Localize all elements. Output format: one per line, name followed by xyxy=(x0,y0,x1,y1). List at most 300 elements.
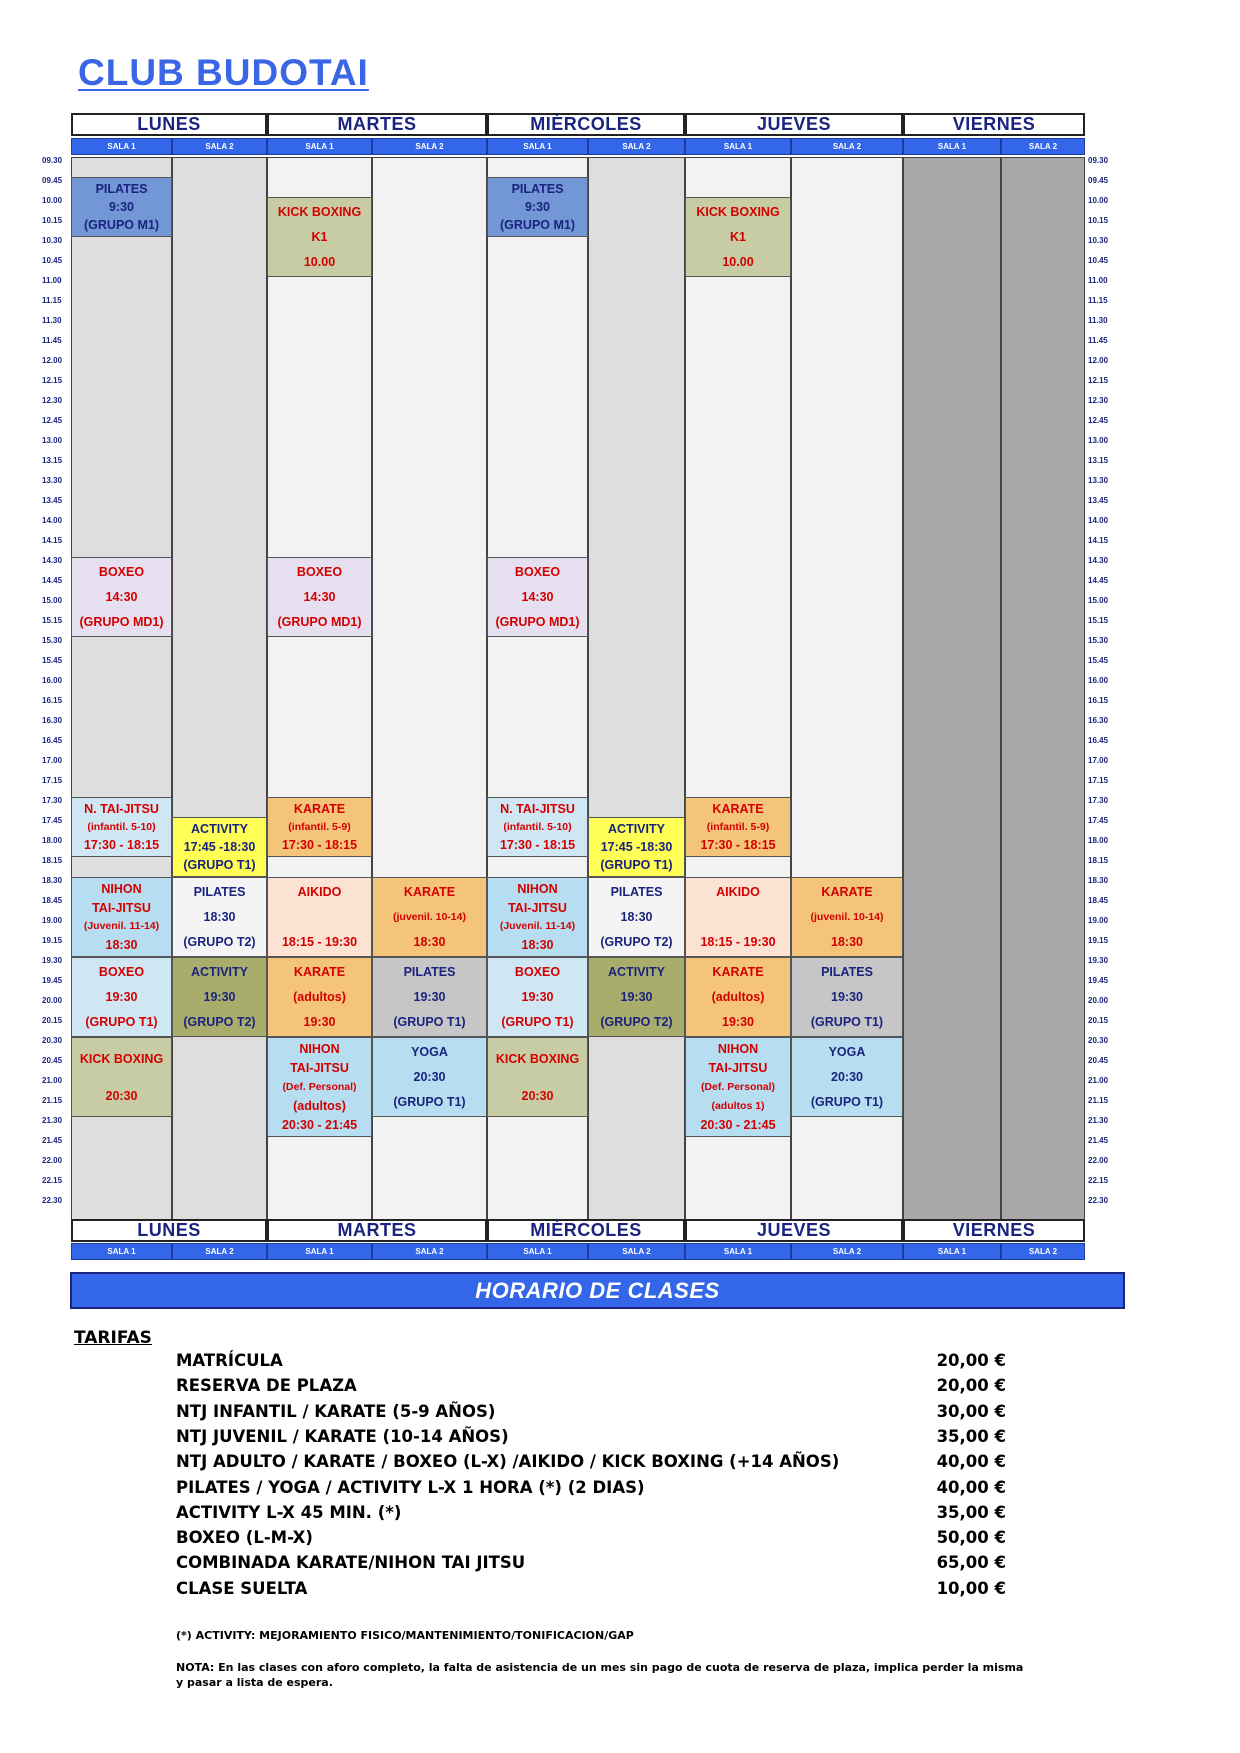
room-header-bottom: SALA 1 xyxy=(903,1243,1001,1260)
time-label-right: 12.45 xyxy=(1088,416,1109,425)
class-line: TAI-JITSU xyxy=(708,1061,768,1076)
class-line: AIKIDO xyxy=(297,885,342,900)
time-label-right: 14.00 xyxy=(1088,516,1109,525)
class-line: (Def. Personal) xyxy=(282,1080,357,1093)
class-block xyxy=(172,957,267,1037)
class-line: (GRUPO T2) xyxy=(600,934,673,949)
time-label-left: 17.00 xyxy=(42,756,63,765)
time-label-left: 14.45 xyxy=(42,576,63,585)
time-label-right: 11.00 xyxy=(1088,276,1108,285)
time-label-right: 12.15 xyxy=(1088,376,1109,385)
class-line: (juvenil. 10-14) xyxy=(393,910,466,923)
time-label-right: 16.15 xyxy=(1088,696,1109,705)
class-line: 19:30 xyxy=(303,1014,336,1029)
day-header-top: MIÉRCOLES xyxy=(487,113,685,136)
class-block xyxy=(71,1037,172,1117)
time-label-right: 18.30 xyxy=(1088,876,1109,885)
time-label-right: 18.45 xyxy=(1088,896,1109,905)
class-block xyxy=(372,1037,487,1117)
time-label-left: 16.00 xyxy=(42,676,63,685)
time-label-right: 13.15 xyxy=(1088,456,1109,465)
class-line: NIHON xyxy=(101,882,142,897)
room-header-bottom: SALA 1 xyxy=(267,1243,372,1260)
room-column xyxy=(1001,157,1085,1227)
tarifa-row xyxy=(176,1427,1006,1451)
time-label-right: 15.30 xyxy=(1088,636,1109,645)
class-line: (Juvenil. 11-14) xyxy=(499,920,576,933)
class-block xyxy=(685,877,791,957)
class-line: (GRUPO T2) xyxy=(183,1014,256,1029)
time-label-right: 22.30 xyxy=(1088,1196,1109,1205)
tarifa-row xyxy=(176,1553,1006,1577)
class-line: (juvenil. 10-14) xyxy=(810,910,884,923)
class-line: (GRUPO T1) xyxy=(600,858,673,872)
time-label-right: 21.45 xyxy=(1088,1136,1109,1145)
class-line: 9:30 xyxy=(524,200,551,214)
class-line xyxy=(736,910,739,924)
time-label-right: 19.15 xyxy=(1088,936,1109,945)
class-line: 20:30 - 21:45 xyxy=(281,1117,358,1132)
time-label-left: 19.30 xyxy=(42,956,63,965)
time-label-left: 13.00 xyxy=(42,436,63,445)
class-line: TAI-JITSU xyxy=(508,900,567,915)
time-label-right: 16.45 xyxy=(1088,736,1109,745)
class-line: 10.00 xyxy=(303,254,336,269)
time-label-left: 18.00 xyxy=(42,836,63,845)
class-block xyxy=(487,877,588,957)
time-label-right: 10.15 xyxy=(1088,216,1109,225)
tarifa-row xyxy=(176,1528,1006,1552)
class-line: (GRUPO T1) xyxy=(810,1094,884,1109)
time-label-right: 22.00 xyxy=(1088,1156,1109,1165)
time-label-right: 17.15 xyxy=(1088,776,1109,785)
class-block xyxy=(791,957,903,1037)
tarifa-price: 20,00 € xyxy=(936,1376,1006,1396)
class-line: AIKIDO xyxy=(716,885,760,900)
room-column xyxy=(903,157,1001,1227)
class-line: 10.00 xyxy=(722,254,754,269)
class-line: 20:30 xyxy=(521,1088,554,1103)
time-label-right: 21.15 xyxy=(1088,1096,1109,1105)
schedule-banner xyxy=(70,1272,1125,1309)
room-header-bottom: SALA 2 xyxy=(588,1243,685,1260)
time-label-right: 18.15 xyxy=(1088,856,1109,865)
class-line: 18:30 xyxy=(521,937,554,952)
room-header-bottom: SALA 2 xyxy=(791,1243,903,1260)
room-header-top: SALA 1 xyxy=(685,138,791,155)
class-line: 20:30 xyxy=(413,1069,446,1084)
time-label-left: 16.30 xyxy=(42,716,63,725)
time-label-right: 10.45 xyxy=(1088,256,1109,265)
class-block xyxy=(267,877,372,957)
class-line: 18:30 xyxy=(105,937,138,952)
tarifas-heading: TARIFAS xyxy=(74,1328,152,1348)
tarifa-price: 30,00 € xyxy=(936,1401,1006,1421)
time-label-right: 14.15 xyxy=(1088,536,1109,545)
tarifa-price: 65,00 € xyxy=(936,1553,1006,1573)
time-label-right: 15.00 xyxy=(1088,596,1109,605)
time-label-left: 19.45 xyxy=(42,976,63,985)
class-block xyxy=(267,957,372,1037)
class-line: NIHON xyxy=(517,882,558,897)
class-line: TAI-JITSU xyxy=(92,900,151,915)
time-label-left: 17.15 xyxy=(42,776,63,785)
class-line: KICK BOXING xyxy=(495,1051,580,1066)
tarifa-label: ACTIVITY L-X 45 MIN. (*) xyxy=(176,1502,402,1522)
time-label-left: 13.45 xyxy=(42,496,63,505)
class-line: 17:45 -18:30 xyxy=(183,840,256,854)
class-block xyxy=(71,877,172,957)
time-label-left: 20.30 xyxy=(42,1036,63,1045)
class-line: BOXEO xyxy=(514,565,561,580)
class-line: PILATES xyxy=(511,182,564,196)
time-label-right: 14.30 xyxy=(1088,556,1109,565)
time-label-left: 09.45 xyxy=(42,176,63,185)
class-line: (GRUPO T1) xyxy=(393,1014,466,1029)
room-header-top: SALA 2 xyxy=(1001,138,1085,155)
class-line: PILATES xyxy=(403,965,456,980)
time-label-left: 13.15 xyxy=(42,456,63,465)
class-block xyxy=(487,957,588,1037)
class-line: PILATES xyxy=(193,885,246,900)
class-block xyxy=(588,957,685,1037)
time-label-left: 22.00 xyxy=(42,1156,63,1165)
time-label-left: 11.15 xyxy=(42,296,62,305)
room-header-top: SALA 2 xyxy=(791,138,903,155)
tarifa-label: NTJ ADULTO / KARATE / BOXEO (L-X) /AIKIDO / KICK BOXING (+14 AÑOS) xyxy=(176,1452,840,1472)
class-block xyxy=(487,797,588,857)
class-block xyxy=(685,1037,791,1137)
class-line: 14:30 xyxy=(521,589,554,604)
room-header-top: SALA 2 xyxy=(172,138,267,155)
class-block xyxy=(71,797,172,857)
time-label-left: 14.00 xyxy=(42,516,63,525)
class-line: 20:30 xyxy=(105,1088,138,1103)
tarifa-label: PILATES / YOGA / ACTIVITY L-X 1 HORA (*) (2 DIAS) xyxy=(176,1477,645,1497)
time-label-left: 16.15 xyxy=(42,696,63,705)
class-block xyxy=(487,557,588,637)
tarifa-price: 40,00 € xyxy=(936,1452,1006,1472)
room-header-bottom: SALA 1 xyxy=(71,1243,172,1260)
class-line: (adultos) xyxy=(711,989,765,1004)
class-line: 19:30 xyxy=(203,989,236,1004)
time-label-left: 20.15 xyxy=(42,1016,63,1025)
tarifa-row xyxy=(176,1503,1006,1527)
class-block xyxy=(372,957,487,1037)
time-label-left: 19.00 xyxy=(42,916,63,925)
time-label-right: 20.45 xyxy=(1088,1056,1109,1065)
class-line: ACTIVITY xyxy=(191,822,248,836)
time-label-left: 11.45 xyxy=(42,336,62,345)
room-header-top: SALA 1 xyxy=(487,138,588,155)
time-label-right: 10.30 xyxy=(1088,236,1109,245)
time-label-left: 21.30 xyxy=(42,1116,63,1125)
class-line: (Juvenil. 11-14) xyxy=(83,920,160,933)
class-line: 18:30 xyxy=(620,909,653,924)
class-block xyxy=(588,877,685,957)
tarifa-label: NTJ JUVENIL / KARATE (10-14 AÑOS) xyxy=(176,1426,509,1446)
time-label-right: 11.15 xyxy=(1088,296,1108,305)
time-label-left: 13.30 xyxy=(42,476,63,485)
class-line: (infantil. 5-9) xyxy=(288,821,351,833)
time-label-left: 22.15 xyxy=(42,1176,63,1185)
time-label-right: 11.30 xyxy=(1088,316,1108,325)
time-label-right: 12.30 xyxy=(1088,396,1109,405)
class-line: N. TAI-JITSU xyxy=(84,802,159,816)
time-label-right: 19.45 xyxy=(1088,976,1109,985)
class-line: (GRUPO M1) xyxy=(84,218,159,232)
tarifa-price: 50,00 € xyxy=(936,1528,1006,1548)
tarifa-row xyxy=(176,1376,1006,1400)
class-line: (infantil. 5-10) xyxy=(87,821,156,833)
class-line: YOGA xyxy=(411,1045,448,1060)
class-line: ACTIVITY xyxy=(608,965,665,980)
class-line: BOXEO xyxy=(98,965,145,980)
class-line: 20:30 xyxy=(831,1069,863,1084)
class-line: TAI-JITSU xyxy=(290,1061,349,1076)
class-line: 9:30 xyxy=(108,200,135,214)
class-line: 14:30 xyxy=(105,589,138,604)
tarifa-price: 20,00 € xyxy=(936,1351,1006,1370)
time-label-left: 21.45 xyxy=(42,1136,63,1145)
class-line: (GRUPO T2) xyxy=(600,1014,673,1029)
note-line-2: y pasar a lista de espera. xyxy=(176,1676,333,1689)
time-label-right: 17.30 xyxy=(1088,796,1109,805)
tarifa-price: 40,00 € xyxy=(936,1477,1006,1497)
time-label-left: 15.45 xyxy=(42,656,63,665)
class-line: 18:30 xyxy=(831,934,863,949)
class-block xyxy=(267,1037,372,1137)
time-label-left: 15.15 xyxy=(42,616,63,625)
class-block xyxy=(685,957,791,1037)
time-label-left: 17.30 xyxy=(42,796,63,805)
class-line: KARATE xyxy=(293,802,346,816)
class-line: 19:30 xyxy=(105,989,138,1004)
time-label-right: 15.15 xyxy=(1088,616,1109,625)
day-header-top: JUEVES xyxy=(685,113,903,136)
class-line: (infantil. 5-9) xyxy=(706,821,770,833)
room-header-bottom: SALA 2 xyxy=(172,1243,267,1260)
page-title: CLUB BUDOTAI xyxy=(78,52,369,93)
time-label-left: 20.00 xyxy=(42,996,63,1005)
tarifa-label: RESERVA DE PLAZA xyxy=(176,1376,357,1396)
class-line: N. TAI-JITSU xyxy=(500,802,575,816)
class-block xyxy=(487,1037,588,1117)
time-label-right: 19.30 xyxy=(1088,956,1109,965)
class-block xyxy=(71,957,172,1037)
class-line: 20:30 - 21:45 xyxy=(700,1117,776,1132)
tarifa-label: BOXEO (L-M-X) xyxy=(176,1528,313,1548)
time-label-left: 21.00 xyxy=(42,1076,63,1085)
time-label-right: 20.30 xyxy=(1088,1036,1109,1045)
tarifa-row xyxy=(176,1351,1006,1375)
class-line: ACTIVITY xyxy=(608,822,665,836)
class-line: BOXEO xyxy=(514,965,561,980)
time-label-left: 09.30 xyxy=(42,156,63,165)
time-label-left: 19.15 xyxy=(42,936,63,945)
time-label-left: 20.45 xyxy=(42,1056,63,1065)
time-label-right: 17.00 xyxy=(1088,756,1109,765)
class-line: (adultos) xyxy=(293,989,346,1004)
tarifa-row xyxy=(176,1402,1006,1426)
class-line: KICK BOXING xyxy=(696,205,780,220)
time-label-right: 21.30 xyxy=(1088,1116,1109,1125)
time-label-right: 18.00 xyxy=(1088,836,1109,845)
class-line: 18:30 xyxy=(413,934,446,949)
time-label-left: 11.30 xyxy=(42,316,62,325)
class-block xyxy=(487,177,588,237)
class-line: 17:30 - 18:15 xyxy=(83,838,160,852)
room-header-bottom: SALA 1 xyxy=(487,1243,588,1260)
time-label-right: 09.30 xyxy=(1088,156,1109,165)
class-line: (GRUPO T1) xyxy=(183,858,256,872)
class-line: (GRUPO MD1) xyxy=(79,614,164,629)
class-block xyxy=(791,877,903,957)
class-line: ACTIVITY xyxy=(191,965,248,980)
class-line: KARATE xyxy=(403,885,456,900)
tarifa-label: MATRÍCULA xyxy=(176,1351,283,1370)
time-label-left: 15.30 xyxy=(42,636,63,645)
class-line: 17:30 - 18:15 xyxy=(700,838,776,852)
class-line: 17:45 -18:30 xyxy=(600,840,673,854)
class-line: BOXEO xyxy=(98,565,145,580)
class-line: (adultos) xyxy=(293,1098,346,1113)
time-label-right: 13.00 xyxy=(1088,436,1109,445)
tarifa-row xyxy=(176,1478,1006,1502)
class-block xyxy=(372,877,487,957)
class-line: 17:30 - 18:15 xyxy=(499,838,576,852)
class-line: (Def. Personal) xyxy=(700,1080,776,1093)
class-block xyxy=(71,177,172,237)
time-label-right: 16.30 xyxy=(1088,716,1109,725)
activity-footnote: (*) ACTIVITY: MEJORAMIENTO FISICO/MANTENIMIENTO/TONIFICACION/GAP xyxy=(176,1629,634,1642)
class-block xyxy=(71,557,172,637)
time-label-right: 22.15 xyxy=(1088,1176,1109,1185)
class-line: K1 xyxy=(730,229,746,244)
day-header-top: VIERNES xyxy=(903,113,1085,136)
class-line: 17:30 - 18:15 xyxy=(281,838,358,852)
class-block xyxy=(267,197,372,277)
class-line: 19:30 xyxy=(413,989,446,1004)
class-line: (infantil. 5-10) xyxy=(503,821,572,833)
room-header-top: SALA 1 xyxy=(267,138,372,155)
room-header-top: SALA 1 xyxy=(71,138,172,155)
class-line: (adultos 1) xyxy=(711,1099,765,1112)
class-line: KICK BOXING xyxy=(277,205,362,220)
class-line: (GRUPO MD1) xyxy=(495,614,580,629)
class-line: PILATES xyxy=(610,885,663,900)
time-label-right: 20.00 xyxy=(1088,996,1109,1005)
room-header-bottom: SALA 2 xyxy=(1001,1243,1085,1260)
class-line: 19:30 xyxy=(521,989,554,1004)
time-label-left: 12.15 xyxy=(42,376,63,385)
class-line: KARATE xyxy=(712,965,764,980)
class-line xyxy=(318,910,321,924)
time-label-right: 17.45 xyxy=(1088,816,1109,825)
tarifa-price: 35,00 € xyxy=(936,1502,1006,1522)
time-label-left: 12.30 xyxy=(42,396,63,405)
class-line: 18:15 - 19:30 xyxy=(700,934,776,949)
class-block xyxy=(267,557,372,637)
time-label-left: 22.30 xyxy=(42,1196,63,1205)
class-line: 14:30 xyxy=(303,589,336,604)
tarifa-price: 35,00 € xyxy=(936,1426,1006,1446)
time-label-left: 17.45 xyxy=(42,816,63,825)
time-label-right: 10.00 xyxy=(1088,196,1109,205)
time-label-left: 18.15 xyxy=(42,856,63,865)
tarifa-row xyxy=(176,1452,1006,1476)
class-line: PILATES xyxy=(95,182,148,196)
banner-title: HORARIO DE CLASES xyxy=(475,1277,720,1303)
class-line: KARATE xyxy=(293,965,346,980)
time-label-right: 13.30 xyxy=(1088,476,1109,485)
room-header-top: SALA 2 xyxy=(588,138,685,155)
class-line: 19:30 xyxy=(831,989,863,1004)
time-label-left: 10.15 xyxy=(42,216,63,225)
room-header-bottom: SALA 1 xyxy=(685,1243,791,1260)
time-label-left: 10.30 xyxy=(42,236,63,245)
time-label-left: 12.45 xyxy=(42,416,63,425)
time-label-right: 16.00 xyxy=(1088,676,1109,685)
class-line: (GRUPO T1) xyxy=(85,1014,158,1029)
tarifa-price: 10,00 € xyxy=(936,1578,1006,1598)
class-block xyxy=(172,817,267,877)
class-line: 19:30 xyxy=(722,1014,754,1029)
time-label-left: 11.00 xyxy=(42,276,62,285)
class-line: (GRUPO MD1) xyxy=(277,614,362,629)
class-line: (GRUPO T2) xyxy=(183,934,256,949)
time-label-right: 15.45 xyxy=(1088,656,1109,665)
class-block xyxy=(267,797,372,857)
class-line: NIHON xyxy=(299,1042,340,1057)
class-line: KARATE xyxy=(712,802,764,816)
class-line: YOGA xyxy=(828,1045,866,1060)
time-label-left: 12.00 xyxy=(42,356,63,365)
tarifa-row xyxy=(176,1579,1006,1603)
time-label-left: 18.45 xyxy=(42,896,63,905)
class-line: BOXEO xyxy=(296,565,343,580)
class-line: KICK BOXING xyxy=(79,1051,164,1066)
class-block xyxy=(588,817,685,877)
time-label-right: 14.45 xyxy=(1088,576,1109,585)
room-column xyxy=(172,157,267,1227)
time-label-left: 10.45 xyxy=(42,256,63,265)
class-line: (GRUPO M1) xyxy=(500,218,575,232)
day-header-top: MARTES xyxy=(267,113,487,136)
class-line: K1 xyxy=(311,229,328,244)
room-header-top: SALA 1 xyxy=(903,138,1001,155)
class-line: NIHON xyxy=(717,1042,759,1057)
class-line: 18:30 xyxy=(203,909,236,924)
day-header-bottom: LUNES xyxy=(71,1219,267,1242)
class-block xyxy=(685,197,791,277)
class-line: (GRUPO T1) xyxy=(501,1014,574,1029)
class-line: 19:30 xyxy=(620,989,653,1004)
time-label-right: 09.45 xyxy=(1088,176,1109,185)
tarifa-label: COMBINADA KARATE/NIHON TAI JITSU xyxy=(176,1553,526,1573)
time-label-right: 20.15 xyxy=(1088,1016,1109,1025)
time-label-left: 10.00 xyxy=(42,196,63,205)
time-label-right: 19.00 xyxy=(1088,916,1109,925)
class-line: (GRUPO T1) xyxy=(393,1094,466,1109)
tarifa-label: CLASE SUELTA xyxy=(176,1578,308,1598)
time-label-left: 15.00 xyxy=(42,596,63,605)
room-column xyxy=(588,157,685,1227)
tarifa-label: NTJ INFANTIL / KARATE (5-9 AÑOS) xyxy=(176,1401,496,1421)
note-line-1: NOTA: En las clases con aforo completo, la falta de asistencia de un mes sin pago de cuota de reserva de plaza, implica perder la misma xyxy=(176,1661,1024,1674)
day-header-bottom: MIÉRCOLES xyxy=(487,1219,685,1242)
room-header-top: SALA 2 xyxy=(372,138,487,155)
